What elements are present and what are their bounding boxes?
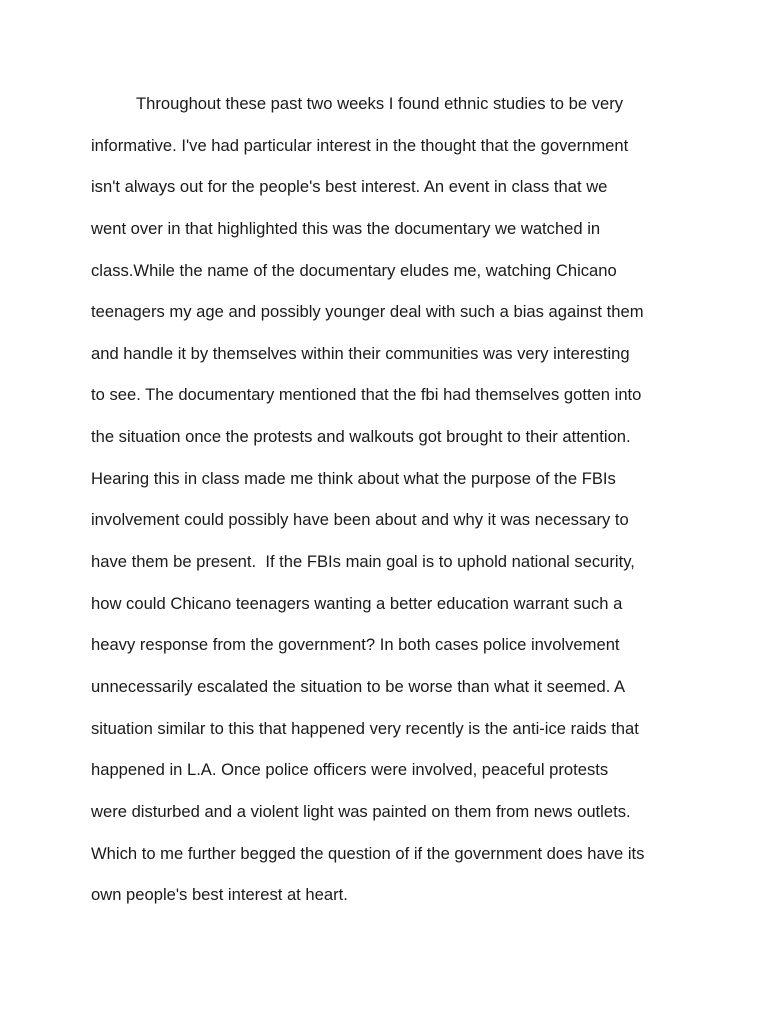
paragraph-line: have them be present. If the FBIs main goal is to uphold national security,	[91, 552, 635, 572]
paragraph-line: situation similar to this that happened very recently is the anti-ice raids that	[91, 718, 639, 738]
paragraph-line: and handle it by themselves within their communities was very interesting	[91, 343, 630, 363]
paragraph-line: Throughout these past two weeks I found ethnic studies to be very	[136, 94, 624, 113]
essay-paragraph	[91, 91, 691, 924]
paragraph-line: informative. I've had particular interest in the thought that the government	[91, 135, 629, 155]
paragraph-line: were disturbed and a violent light was painted on them from news outlets.	[91, 801, 631, 821]
paragraph-line: Which to me further begged the question of if the government does have its	[91, 843, 645, 863]
paragraph-line: heavy response from the government? In both cases police involvement	[91, 635, 620, 655]
paragraph-line: isn't always out for the people's best interest. An event in class that we	[91, 177, 608, 197]
paragraph-line: to see. The documentary mentioned that the fbi had themselves gotten into	[91, 385, 642, 405]
paragraph-line: unnecessarily escalated the situation to be worse than what it seemed. A	[91, 676, 626, 696]
paragraph-line: involvement could possibly have been about and why it was necessary to	[91, 510, 629, 530]
paragraph-line: Hearing this in class made me think about what the purpose of the FBIs	[91, 468, 616, 488]
paragraph-line: happened in L.A. Once police officers were involved, peaceful protests	[91, 760, 609, 780]
paragraph-line: the situation once the protests and walkouts got brought to their attention.	[91, 427, 631, 447]
paragraph-line: own people's best interest at heart.	[91, 885, 348, 905]
paragraph-line: went over in that highlighted this was the documentary we watched in	[91, 218, 601, 238]
paragraph-line: teenagers my age and possibly younger deal with such a bias against them	[91, 302, 644, 322]
paragraph-line: how could Chicano teenagers wanting a better education warrant such a	[91, 593, 623, 613]
paragraph-line: class.While the name of the documentary eludes me, watching Chicano	[91, 260, 617, 280]
